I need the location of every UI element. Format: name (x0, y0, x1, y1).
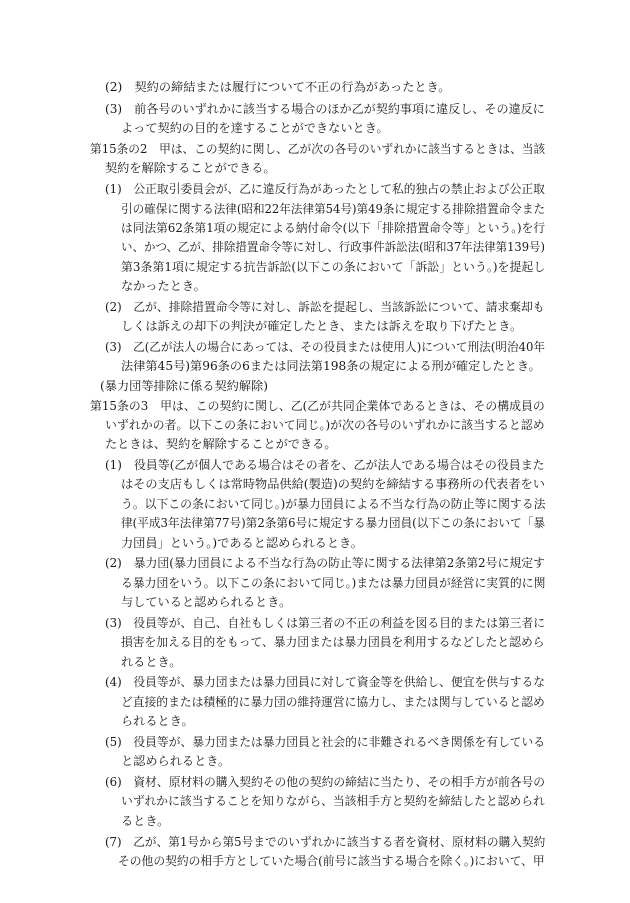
text-line: (3) 前各号のいずれかに該当する場合のほか乙が契約事項に違反し、その違反に (105, 102, 545, 116)
text-line: い、かつ、乙が、排除措置命令等に対し、行政事件訴訟法(昭和37年法律第139号) (121, 240, 545, 254)
text-line: 損害を加える目的をもって、暴力団または暴力団員を利用するなどしたと認めら (121, 635, 545, 649)
text-line: 引の確保に関する法律(昭和22年法律第54号)第49条に規定する排除措置命令また (121, 202, 546, 216)
text-line: と認められるとき。 (121, 754, 231, 768)
text-line: られるとき。 (121, 714, 194, 728)
text-line: よって契約の目的を達することができないとき。 (121, 121, 389, 135)
text-line: れるとき。 (121, 655, 182, 669)
text-line: 力団員」という。)であると認められるとき。 (121, 536, 363, 550)
text-line: いずれかに該当することを知りながら、当該相手方と契約を締結したと認められ (121, 794, 545, 808)
section-heading: (暴力団等排除に係る契約解除) (100, 379, 268, 393)
text-line: う。以下この条において同じ。)が暴力団員による不当な行為の防止等に関する法 (121, 497, 546, 511)
text-line: (3) 役員等が、自己、自社もしくは第三者の不正の利益を図る目的または第三者に (105, 616, 546, 630)
text-line: (1) 役員等(乙が個人である場合はその者を、乙が法人である場合はその役員また (105, 458, 545, 472)
text-line: (2) 暴力団(暴力団員による不当な行為の防止等に関する法律第2条第2号に規定す (105, 556, 545, 570)
text-line: 第15条の2 甲は、この契約に関し、乙が次の各号のいずれかに該当するときは、当該 (90, 142, 546, 156)
text-line: 契約を解除することができる。 (105, 161, 276, 175)
text-line: 法律第45号)第96条の6または同法第198条の規定による刑が確定したとき。 (121, 359, 541, 373)
text-line: いずれかの者。以下この条において同じ。)が次の各号のいずれかに該当すると認め (105, 418, 545, 432)
text-line: その他の契約の相手方としていた場合(前号に該当する場合を除く。)において、甲 (118, 854, 545, 868)
text-line: なかったとき。 (121, 279, 206, 293)
text-line: (7) 乙が、第1号から第5号までのいずれかに該当する者を資材、原材料の購入契約 (105, 835, 546, 849)
text-line: たときは、契約を解除することができる。 (105, 437, 337, 451)
text-line: しくは訴えの却下の判決が確定したとき、または訴えを取り下げたとき。 (121, 319, 523, 333)
text-line: る暴力団をいう。以下この条において同じ。)または暴力団員が経営に実質的に関 (121, 576, 546, 590)
text-line: (3) 乙(乙が法人の場合にあっては、その役員または使用人)について刑法(明治40年 (105, 340, 546, 354)
text-line: るとき。 (121, 814, 170, 828)
text-line: ど直接的または積極的に暴力団の維持運営に協力し、または関与していると認め (121, 695, 545, 709)
text-line: (1) 公正取引委員会が、乙に違反行為があったとして私的独占の禁止および公正取 (105, 182, 545, 196)
text-line: は同法第62条第1項の規定による納付命令(以下「排除措置命令等」という。)を行 (121, 221, 546, 235)
text-line: 律(平成3年法律第77号)第2条第6号に規定する暴力団員(以下この条において「暴 (121, 516, 546, 530)
text-line: 第3条第1項に規定する抗告訴訟(以下この条において「訴訟」という。)を提起し (121, 260, 546, 274)
text-line: (4) 役員等が、暴力団または暴力団員に対して資金等を供給し、便宜を供与するな (105, 675, 546, 689)
text-line: 与していると認められるとき。 (121, 595, 292, 609)
text-line: (2) 乙が、排除措置命令等に対し、訴訟を提起し、当該訴訟について、請求棄却も (105, 300, 545, 314)
text-line: (5) 役員等が、暴力団または暴力団員と社会的に非難されるべき関係を有している (105, 735, 546, 749)
text-line: (2) 契約の締結または履行について不正の行為があったとき。 (105, 80, 451, 94)
text-line: (6) 資材、原材料の購入契約その他の契約の締結に当たり、その相手方が前各号の (105, 775, 546, 789)
text-line: はその支店もしくは常時物品供給(製造)の契約を締結する事務所の代表者をい (121, 477, 545, 491)
text-line: 第15条の3 甲は、この契約に関し、乙(乙が共同企業体であるときは、その構成員の (90, 399, 545, 413)
